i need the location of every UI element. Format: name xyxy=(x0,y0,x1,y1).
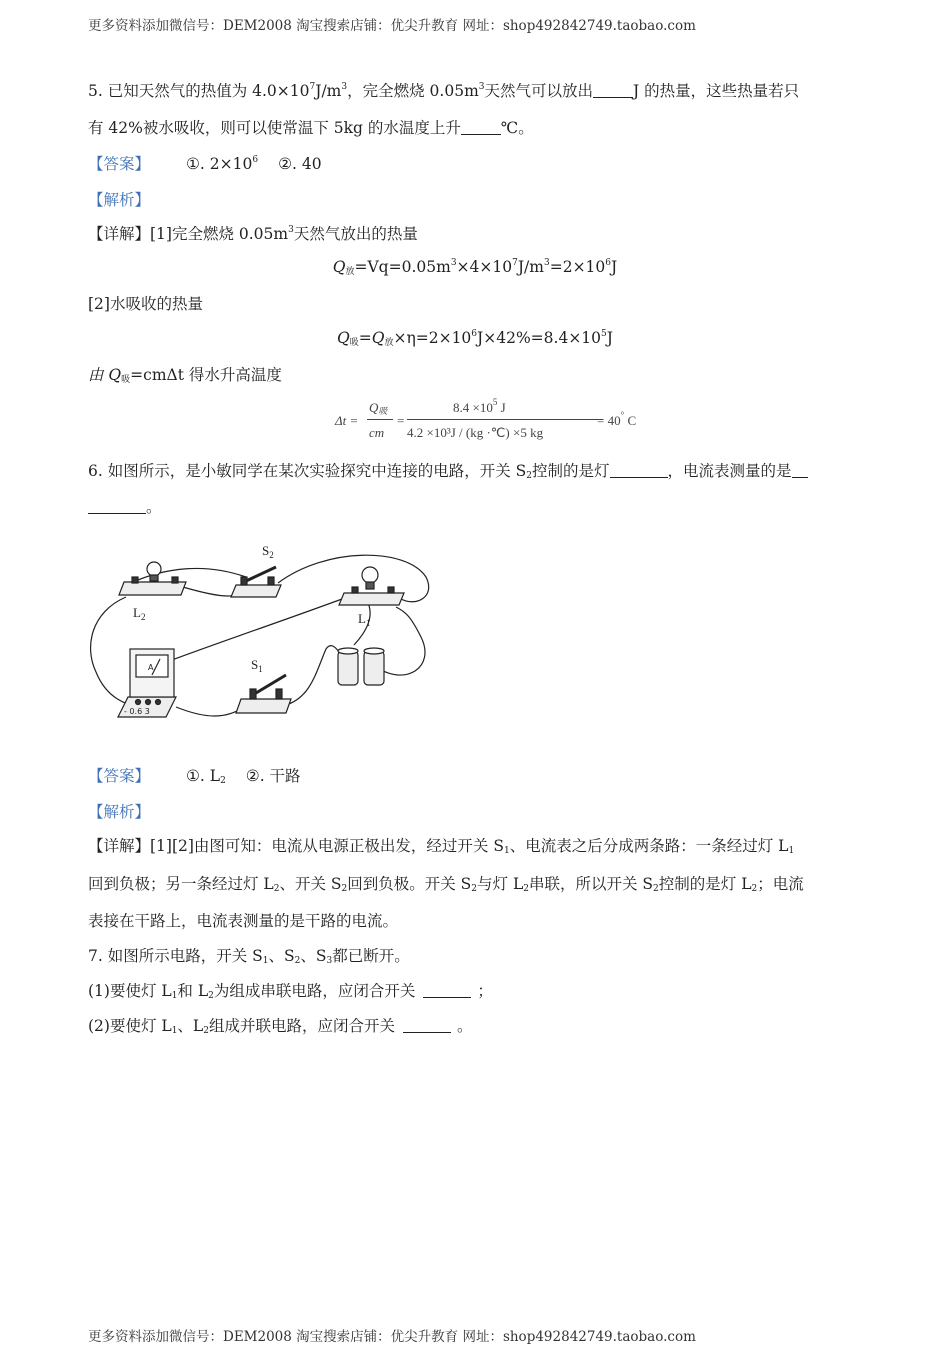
q5-detail1: 【详解】[1]完全燃烧 $0.05m^3$天然气放出的热量 xyxy=(88,225,418,243)
answer-blank[interactable] xyxy=(403,1018,451,1033)
answer-tag: 【答案】 xyxy=(88,767,151,785)
label-s2: $S_2$ xyxy=(262,543,274,560)
ammeter-scale: - 0.6 3 xyxy=(124,707,150,716)
q6-detail1: 【详解】[1][2]由图可知：电流从电源正极出发，经过开关 $S_1$、电流表之后分成两条路：一条经过灯 $L_1$ xyxy=(88,837,795,856)
lamp-l1 xyxy=(339,567,404,605)
answer-blank[interactable] xyxy=(593,83,633,98)
circuit-diagram xyxy=(86,537,436,729)
label-l1: $L_1$ xyxy=(358,611,371,628)
lamp-l2 xyxy=(119,562,186,595)
q5-formula1: $Q_放=Vq=0.05m^3\times 4\times 10^7J/m^3=2\times 10^6J$ xyxy=(332,258,618,277)
q5-answer: 【答案】 ①. $2\times 10^6$ ②. 40 xyxy=(88,155,322,173)
answer-blank[interactable] xyxy=(88,499,146,514)
label-l2: $L_2$ xyxy=(133,605,146,622)
switch-s1 xyxy=(236,675,291,713)
q7-line2: (1)要使灯 $L_1$和 $L_2$为组成串联电路，应闭合开关 ； xyxy=(88,982,493,1001)
switch-s2 xyxy=(231,567,281,597)
answer-blank[interactable] xyxy=(423,983,471,998)
answer-blank[interactable] xyxy=(461,120,501,135)
ammeter-label: A xyxy=(148,663,154,672)
q7-line1: 7. 如图所示电路，开关 $S_1$、$S_2$、$S_3$都已断开。 xyxy=(88,947,410,966)
q5-detail3: 由 $Q_吸=cm\Delta t$ 得水升高温度 xyxy=(88,366,282,385)
q6-analysis-tag: 【解析】 xyxy=(88,803,151,821)
q5-line1: 5. 已知天然气的热值为 $4.0\times 10^7J/m^3$，完全燃烧 $0.05m^3$天然气可以放出 J 的热量，这些热量若只 xyxy=(88,82,800,100)
q6-answer: 【答案】 ①. $L_2$ ②. 干路 xyxy=(88,767,301,786)
answer-blank[interactable] xyxy=(792,463,808,478)
answer-tag: 【答案】 xyxy=(88,155,151,173)
q5-analysis-tag: 【解析】 xyxy=(88,191,151,209)
q6-line2: 。 xyxy=(88,496,162,518)
q7-line3: (2)要使灯 $L_1$、$L_2$组成并联电路，应闭合开关 。 xyxy=(88,1017,473,1036)
battery-pack xyxy=(338,648,384,685)
q6-detail3: 表接在干路上，电流表测量的是干路的电流。 xyxy=(88,912,399,930)
q5-line2: 有 42%被水吸收，则可以使常温下 5kg 的水温度上升 ℃。 xyxy=(88,119,534,137)
q5-detail2: [2]水吸收的热量 xyxy=(88,295,203,313)
page-header: 更多资料添加微信号：DEM2008 淘宝搜索店铺：优尖升教育 网址：shop492842749.taobao.com xyxy=(88,18,696,34)
page-footer: 更多资料添加微信号：DEM2008 淘宝搜索店铺：优尖升教育 网址：shop492842749.taobao.com xyxy=(88,1329,696,1345)
q5-formula2: $Q_吸=Q_放\times\eta=2\times 10^6J\times 42\%=8.4\times 10^5J$ xyxy=(337,329,613,348)
answer-blank[interactable] xyxy=(610,463,668,478)
q6-line1: 6. 如图所示，是小敏同学在某次实验探究中连接的电路，开关 $S_2$控制的是灯 ，电流表测量的是 xyxy=(88,460,808,482)
q6-detail2: 回到负极；另一条经过灯 $L_2$、开关 $S_2$回到负极。开关 $S_2$与灯 $L_2$串联，所以开关 $S_2$控制的是灯 $L_2$；电流 xyxy=(88,875,804,894)
label-s1: $S_1$ xyxy=(251,657,263,674)
